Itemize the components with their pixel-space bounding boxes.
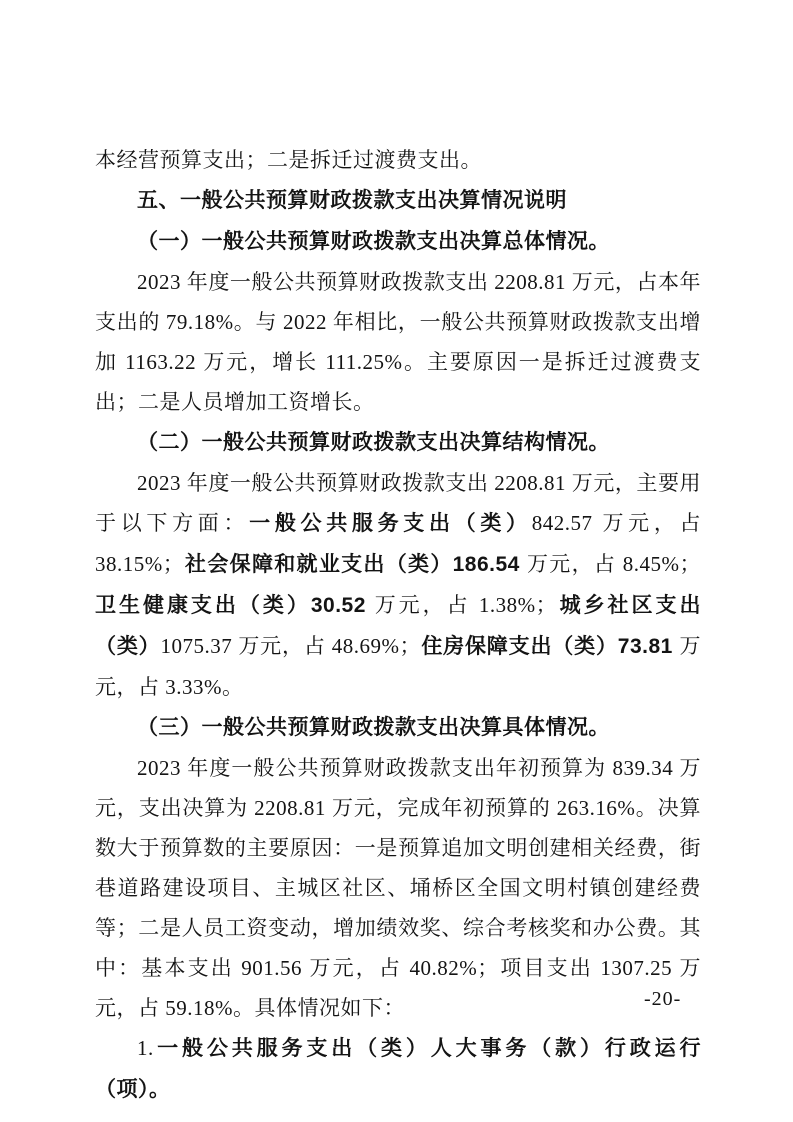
bold-text-segment: 卫生健康支出（类）30.52 (95, 594, 375, 617)
bold-text-segment: 五、一般公共预算财政拨款支出决算情况说明 (137, 189, 567, 212)
heading-sub-three (95, 707, 701, 748)
text-segment: 本经营预算支出；二是拆迁过渡费支出。 (95, 148, 482, 172)
text-segment: 1075.37 万元，占 48.69%； (160, 634, 421, 658)
bold-text-segment: （二）一般公共预算财政拨款支出决算结构情况。 (137, 431, 610, 454)
heading-sub-one (95, 221, 701, 262)
text-segment: 1. (137, 1036, 154, 1060)
para-specific-situation (95, 748, 701, 1028)
text-segment: 万元，占 8.45%； (527, 552, 701, 576)
bold-text-segment: （一）一般公共预算财政拨款支出决算总体情况。 (137, 230, 610, 253)
bold-text-segment: （三）一般公共预算财政拨款支出决算具体情况。 (137, 716, 610, 739)
heading-sub-two (95, 422, 701, 463)
document-content (95, 140, 701, 1110)
text-segment: 2023 年度一般公共预算财政拨款支出 2208.81 万元，主要用于以下方面： (95, 471, 701, 535)
page-number: -20- (644, 988, 682, 1010)
bold-text-segment: 一般公共服务支出（类）人大事务（款）行政运行（项）。 (95, 1037, 701, 1101)
text-segment: 万元，占 3.33%。 (95, 634, 702, 699)
para-structure-situation (95, 463, 701, 707)
para-continuation (95, 140, 701, 180)
heading-section-five (95, 180, 701, 221)
text-segment: 2023 年度一般公共预算财政拨款支出 2208.81 万元，占本年支出的 79.18%。与 2022 年相比，一般公共预算财政拨款支出增加 1163.22 万元，增长 111.25%。主要原因一是拆迁过渡费支出；二是人员增加工资增长。 (95, 270, 701, 414)
heading-item-one (95, 1028, 701, 1110)
para-overall-situation (95, 262, 701, 422)
bold-text-segment: 城乡社区支出（类） (95, 594, 701, 658)
text-segment: 842.57 万元，占 38.15%； (95, 511, 702, 576)
bold-text-segment: 一般公共服务支出（类） (249, 512, 532, 535)
text-segment: 万元，占 1.38%； (374, 593, 558, 617)
bold-text-segment: 社会保障和就业支出（类）186.54 (184, 553, 527, 576)
text-segment: 2023 年度一般公共预算财政拨款支出年初预算为 839.34 万元，支出决算为 2208.81 万元，完成年初预算的 263.16%。决算数大于预算数的主要原因：一是预算追加文明创建相关经费，街巷道路建设项目、主城区社区、埇桥区全国文明村镇创建经费等；二是人员工资变动，增加绩效奖、综合考核奖和办公费。其中：基本支出 901.56 万元，占 40.82%；项目支出 1307.25 万元，占 59.18%。具体情况如下： (95, 756, 701, 1020)
bold-text-segment: 住房保障支出（类）73.81 (420, 635, 680, 658)
